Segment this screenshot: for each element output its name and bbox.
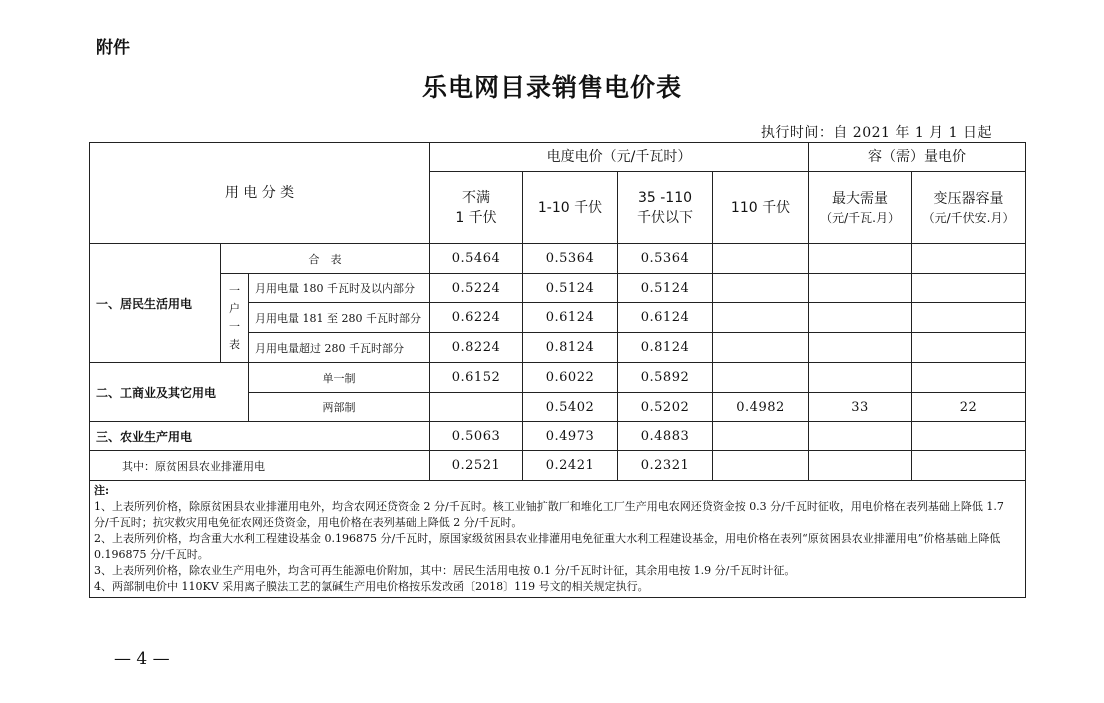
empty-cell: [809, 451, 912, 481]
transformer-capacity-cell: 22: [912, 393, 1026, 422]
price-cell: 0.5892: [618, 363, 713, 393]
row-label: 月用电量 180 千瓦时及以内部分: [249, 274, 430, 303]
empty-cell: [912, 274, 1026, 303]
empty-cell: [713, 363, 809, 393]
row-label: 两部制: [249, 393, 430, 422]
attachment-label: 附件: [96, 38, 130, 58]
empty-cell: [809, 274, 912, 303]
one-household-one-meter-label: 一 户 一 表: [221, 274, 249, 363]
empty-cell: [912, 363, 1026, 393]
note-3: 3、上表所列价格，除农业生产用电外，均含可再生能源电价附加，其中：居民生活用电按 0.1 分/千瓦时计征，其余用电按 1.9 分/千瓦时计征。: [94, 564, 796, 577]
price-cell: 0.4973: [523, 422, 618, 451]
note-4: 4、两部制电价中 110KV 采用离子膜法工艺的氯碱生产用电价格按乐发改函〔2018〕119 号文的相关规定执行。: [94, 580, 649, 593]
price-cell: 0.2521: [430, 451, 523, 481]
row-label: 合 表: [221, 244, 430, 274]
price-cell: 0.5402: [523, 393, 618, 422]
table-row: [90, 363, 1026, 393]
price-cell: 0.5464: [430, 244, 523, 274]
poor-county-irrigation-label: 其中：原贫困县农业排灌用电: [90, 451, 430, 481]
empty-cell: [713, 274, 809, 303]
empty-cell: [809, 333, 912, 363]
price-table: [89, 142, 1026, 598]
empty-cell: [713, 333, 809, 363]
empty-cell: [912, 244, 1026, 274]
empty-cell: [713, 303, 809, 333]
price-cell: 0.5202: [618, 393, 713, 422]
table-row: [90, 244, 1026, 274]
notes: [90, 481, 1026, 598]
col-under-1kv: 不满 1 千伏: [430, 172, 523, 244]
empty-cell: [809, 244, 912, 274]
note-2: 2、上表所列价格，均含重大水利工程建设基金 0.196875 分/千瓦时，原国家级贫困县农业排灌用电免征重大水利工程建设基金，用电价格在表列“原贫困县农业排灌用电”价格基础上降低 0.196875 分/千瓦时。: [94, 532, 1001, 561]
agriculture-label: 三、农业生产用电: [90, 422, 430, 451]
empty-cell: [912, 303, 1026, 333]
notes-row: [90, 481, 1026, 598]
row-label: 月用电量 181 至 280 千瓦时部分: [249, 303, 430, 333]
price-cell: 0.6224: [430, 303, 523, 333]
note-1: 1、上表所列价格，除原贫困县农业排灌用电外，均含农网还贷资金 2 分/千瓦时。核工业铀扩散厂和堆化工厂生产用电农网还贷资金按 0.3 分/千瓦时征收，用电价格在表列基础上降低 1.7 分/千瓦时；抗灾救灾用电免征农网还贷资金，用电价格在表列基础上降低 2 分/千瓦时。: [94, 500, 1004, 529]
max-demand-cell: 33: [809, 393, 912, 422]
price-cell: 0.6124: [523, 303, 618, 333]
energy-price-header: 电度电价（元/千瓦时）: [430, 143, 809, 172]
price-cell: 0.5124: [523, 274, 618, 303]
price-cell: 0.6022: [523, 363, 618, 393]
empty-cell: [713, 451, 809, 481]
table-row: [90, 422, 1026, 451]
price-cell: 0.2321: [618, 451, 713, 481]
price-cell: 0.6152: [430, 363, 523, 393]
price-cell: 0.8224: [430, 333, 523, 363]
empty-cell: [713, 422, 809, 451]
col-1-10kv: 1-10 千伏: [523, 172, 618, 244]
empty-cell: [912, 333, 1026, 363]
residential-label: 一、居民生活用电: [90, 244, 221, 363]
price-cell: 0.8124: [618, 333, 713, 363]
empty-cell: [430, 393, 523, 422]
col-110kv: 110 千伏: [713, 172, 809, 244]
industrial-label: 二、工商业及其它用电: [90, 363, 249, 422]
price-cell: 0.5063: [430, 422, 523, 451]
price-cell: 0.5364: [618, 244, 713, 274]
col-transformer-capacity: 变压器容量 （元/千伏安.月）: [912, 172, 1026, 244]
empty-cell: [713, 244, 809, 274]
row-label: 月用电量超过 280 千瓦时部分: [249, 333, 430, 363]
page-title: 乐电网目录销售电价表: [421, 73, 682, 102]
col-35-110kv: 35 -110 千伏以下: [618, 172, 713, 244]
table-row: [90, 274, 1026, 303]
price-cell: 0.4883: [618, 422, 713, 451]
price-cell: 0.5224: [430, 274, 523, 303]
notes-heading: 注:: [94, 484, 110, 497]
price-cell: 0.6124: [618, 303, 713, 333]
price-cell: 0.2421: [523, 451, 618, 481]
capacity-price-header: 容（需）量电价: [809, 143, 1026, 172]
empty-cell: [912, 451, 1026, 481]
page-number: — 4 —: [114, 649, 170, 669]
effective-date: 执行时间：自 2021 年 1 月 1 日起: [760, 125, 992, 141]
empty-cell: [809, 422, 912, 451]
empty-cell: [809, 303, 912, 333]
price-cell: 0.8124: [523, 333, 618, 363]
price-cell: 0.4982: [713, 393, 809, 422]
empty-cell: [809, 363, 912, 393]
price-cell: 0.5124: [618, 274, 713, 303]
row-label: 单一制: [249, 363, 430, 393]
category-header: 用 电 分 类: [90, 143, 430, 244]
col-max-demand: 最大需量 （元/千瓦.月）: [809, 172, 912, 244]
empty-cell: [912, 422, 1026, 451]
table-row: [90, 451, 1026, 481]
price-cell: 0.5364: [523, 244, 618, 274]
